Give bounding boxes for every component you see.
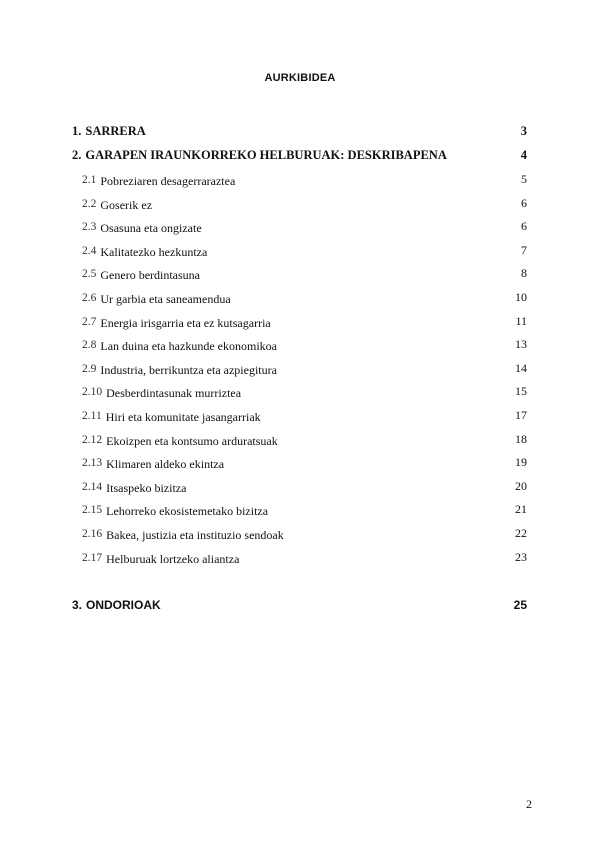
entry-number: 2.15 <box>82 504 103 517</box>
entry-page: 10 <box>515 290 527 304</box>
toc-subentry[interactable] <box>82 479 527 496</box>
entry-number: 2.6 <box>82 292 97 304</box>
toc-subentry[interactable] <box>82 196 527 213</box>
toc-subentry[interactable] <box>82 219 527 236</box>
entry-page: 5 <box>521 172 527 186</box>
entry-number: 2.7 <box>82 315 97 328</box>
toc-subentry[interactable] <box>82 432 527 449</box>
entry-number: 2.14 <box>82 480 103 493</box>
toc-subentry[interactable] <box>82 526 527 543</box>
entry-label: Energia irisgarria eta ez kutsagarria <box>100 315 271 330</box>
toc-entry-sarrera[interactable] <box>72 124 527 139</box>
entry-number: 2.13 <box>82 457 103 470</box>
entry-page: 6 <box>521 219 527 234</box>
entry-number: 2.1 <box>82 174 97 186</box>
entry-page: 23 <box>515 549 527 564</box>
entry-label: SARRERA <box>85 124 146 138</box>
entry-label: Ur garbia eta saneamendua <box>100 292 231 306</box>
entry-page: 19 <box>515 455 527 470</box>
entry-label: Lehorreko ekosistemetako bizitza <box>106 504 269 519</box>
toc-subentry[interactable] <box>82 502 527 519</box>
toc-subentry[interactable] <box>82 550 527 567</box>
entry-label: Pobreziaren desagerraraztea <box>100 174 236 188</box>
entry-number: 2.11 <box>82 410 102 422</box>
entry-number: 2.12 <box>82 433 103 446</box>
entry-page: 6 <box>521 195 527 210</box>
entry-number: 2.17 <box>82 551 103 564</box>
entry-number: 2.4 <box>82 244 97 257</box>
entry-number: 2.5 <box>82 268 97 281</box>
entry-label: Helburuak lortzeko aliantza <box>106 551 240 566</box>
toc-subentry[interactable] <box>82 337 527 354</box>
entry-label: Klimaren aldeko ekintza <box>106 457 225 472</box>
toc-subentry[interactable] <box>82 314 527 331</box>
toc-subentry[interactable] <box>82 243 527 260</box>
entry-number: 3. <box>72 598 83 612</box>
entry-label: Bakea, justizia eta instituzio sendoak <box>106 528 284 542</box>
entry-page: 22 <box>515 526 527 540</box>
entry-page: 4 <box>520 148 527 162</box>
toc-subentry[interactable] <box>82 266 527 283</box>
entry-page: 17 <box>515 408 527 422</box>
entry-number: 1. <box>72 124 82 138</box>
toc-entry-ondorioak[interactable] <box>72 598 527 612</box>
entry-page: 13 <box>515 337 527 352</box>
toc-subentry[interactable] <box>82 290 527 307</box>
toc-subentry[interactable] <box>82 455 527 472</box>
entry-page: 7 <box>521 242 527 257</box>
entry-label: Itsaspeko bizitza <box>106 480 187 495</box>
page-number: 2 <box>526 797 532 811</box>
entry-label: Lan duina eta hazkunde ekonomikoa <box>100 339 277 354</box>
entry-number: 2.3 <box>82 221 97 234</box>
toc-subentry[interactable] <box>82 384 527 401</box>
entry-page: 25 <box>513 598 527 612</box>
entry-label: Hiri eta komunitate jasangarriak <box>105 410 261 424</box>
entry-number: 2. <box>72 148 82 162</box>
toc-title: AURKIBIDEA <box>264 72 336 84</box>
entry-label: Kalitatezko hezkuntza <box>100 244 208 259</box>
entry-number: 2.10 <box>82 386 103 399</box>
entry-number: 2.16 <box>82 528 103 540</box>
entry-label: Desberdintasunak murriztea <box>106 386 242 401</box>
entry-page: 15 <box>515 384 527 399</box>
entry-number: 2.8 <box>82 339 97 352</box>
entry-page: 20 <box>515 478 527 493</box>
entry-page: 18 <box>515 431 527 446</box>
toc-subentry[interactable] <box>82 408 527 425</box>
entry-page: 8 <box>521 266 527 281</box>
entry-number: 2.9 <box>82 362 97 375</box>
entry-label: Industria, berrikuntza eta azpiegitura <box>100 362 277 377</box>
toc-subentry[interactable] <box>82 361 527 378</box>
entry-number: 2.2 <box>82 197 97 210</box>
entry-page: 11 <box>515 313 527 328</box>
entry-label: Genero berdintasuna <box>100 268 201 283</box>
entry-page: 14 <box>515 360 527 375</box>
entry-label: Ekoizpen eta kontsumo arduratsuak <box>106 433 278 448</box>
toc-entry-garapen[interactable] <box>72 148 527 163</box>
entry-page: 3 <box>520 124 527 138</box>
entry-label: Goserik ez <box>100 197 153 212</box>
entry-page: 21 <box>515 502 527 517</box>
entry-label: Osasuna eta ongizate <box>100 221 202 236</box>
toc-subentry[interactable] <box>82 172 527 189</box>
entry-label: ONDORIOAK <box>86 598 161 612</box>
entry-label: GARAPEN IRAUNKORREKO HELBURUAK: DESKRIBAPENA <box>85 148 447 162</box>
